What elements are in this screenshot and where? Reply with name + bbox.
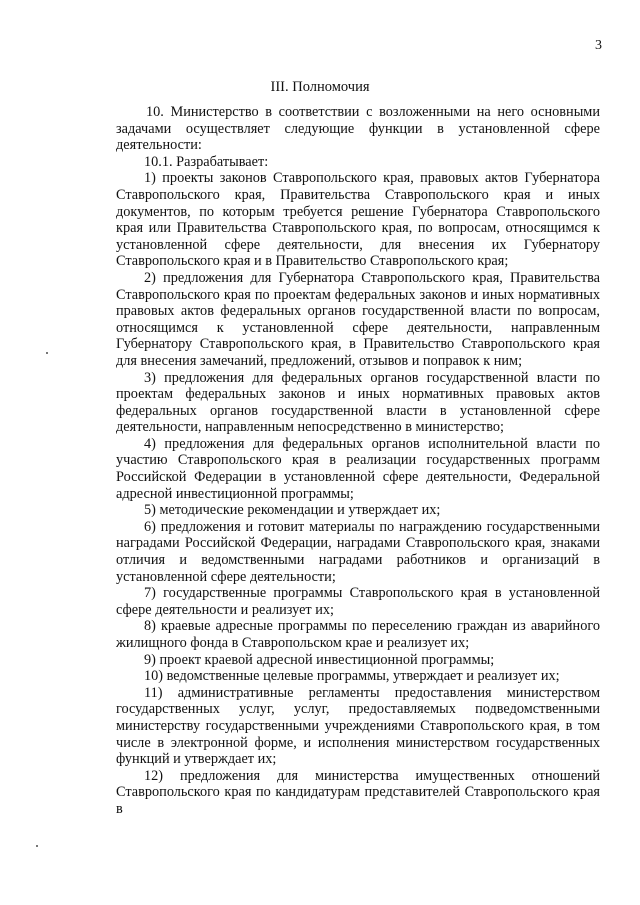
list-item-7: 7) государственные программы Ставропольского края в установленной сфере деятельности и реализует их; — [116, 585, 600, 618]
list-item-5: 5) методические рекомендации и утверждает их; — [144, 502, 441, 519]
list-item-10: 10) ведомственные целевые программы, утверждает и реализует их; — [144, 668, 560, 685]
body-text — [116, 104, 600, 818]
paragraph-10-1: 10.1. Разрабатывает: — [144, 153, 269, 170]
list-item-2: 2) предложения для Губернатора Ставропольского края, Правительства Ставропольского края по проектам федеральных законов и иных нормативных правовых актов федеральных органов государственной власти по вопросам, относящимся к установленной сфере деятельности, направленным Губернатору Ставропольского края, в Правительство Ставропольского края для внесения замечаний, предложений, отзывов и поправок к ним; — [116, 269, 600, 369]
list-item-11: 11) административные регламенты предоставления министерством государственных услуг, услуг, предоставляемых подведомственными министерству государственными учреждениями Ставропольского края, в том числе в электронной форме, и исполнения министерством государственных функций и утверждает их; — [116, 684, 600, 768]
list-item-1: 1) проекты законов Ставропольского края, правовых актов Губернатора Ставропольского края, Правительства Ставропольского края и иных документов, по которым требуется решение Губернатора Ставропольского края или Правительства Ставропольского края, по вопросам, относящимся к установленной сфере деятельности, для внесения их Губернатору Ставропольского края и в Правительство Ставропольского края; — [116, 170, 600, 270]
scan-speck — [46, 352, 48, 354]
list-item-12: 12) предложения для министерства имущественных отношений Ставропольского края по кандидатурам представителей Ставропольского края в — [116, 767, 600, 817]
paragraph-10: 10. Министерство в соответствии с возложенными на него основными задачами осуществляет следующие функции в установленной сфере деятельности: — [116, 104, 600, 154]
page-number: 3 — [595, 38, 602, 53]
list-item-6: 6) предложения и готовит материалы по награждению государственными наградами Российской Федерации, наградами Ставропольского края, знаками отличия и ведомственными наградами работников и организаций в установленной сфере деятельности; — [116, 518, 600, 585]
list-item-3: 3) предложения для федеральных органов государственной власти по проектам федеральных законов и иных нормативных правовых актов федеральных органов государственной власти в установленной сфере деятельности, направленным непосредственно в министерство; — [116, 369, 600, 436]
section-title: III. Полномочия — [270, 79, 370, 95]
list-item-4: 4) предложения для федеральных органов исполнительной власти по участию Ставропольского края в реализации государственных программ Российской Федерации в установленной сфере деятельности, Федеральной адресной инвестиционной программы; — [116, 435, 600, 502]
list-item-8: 8) краевые адресные программы по переселению граждан из аварийного жилищного фонда в Ставропольском крае и реализует их; — [116, 618, 600, 651]
scan-speck — [36, 845, 38, 847]
list-item-9: 9) проект краевой адресной инвестиционной программы; — [144, 651, 495, 668]
